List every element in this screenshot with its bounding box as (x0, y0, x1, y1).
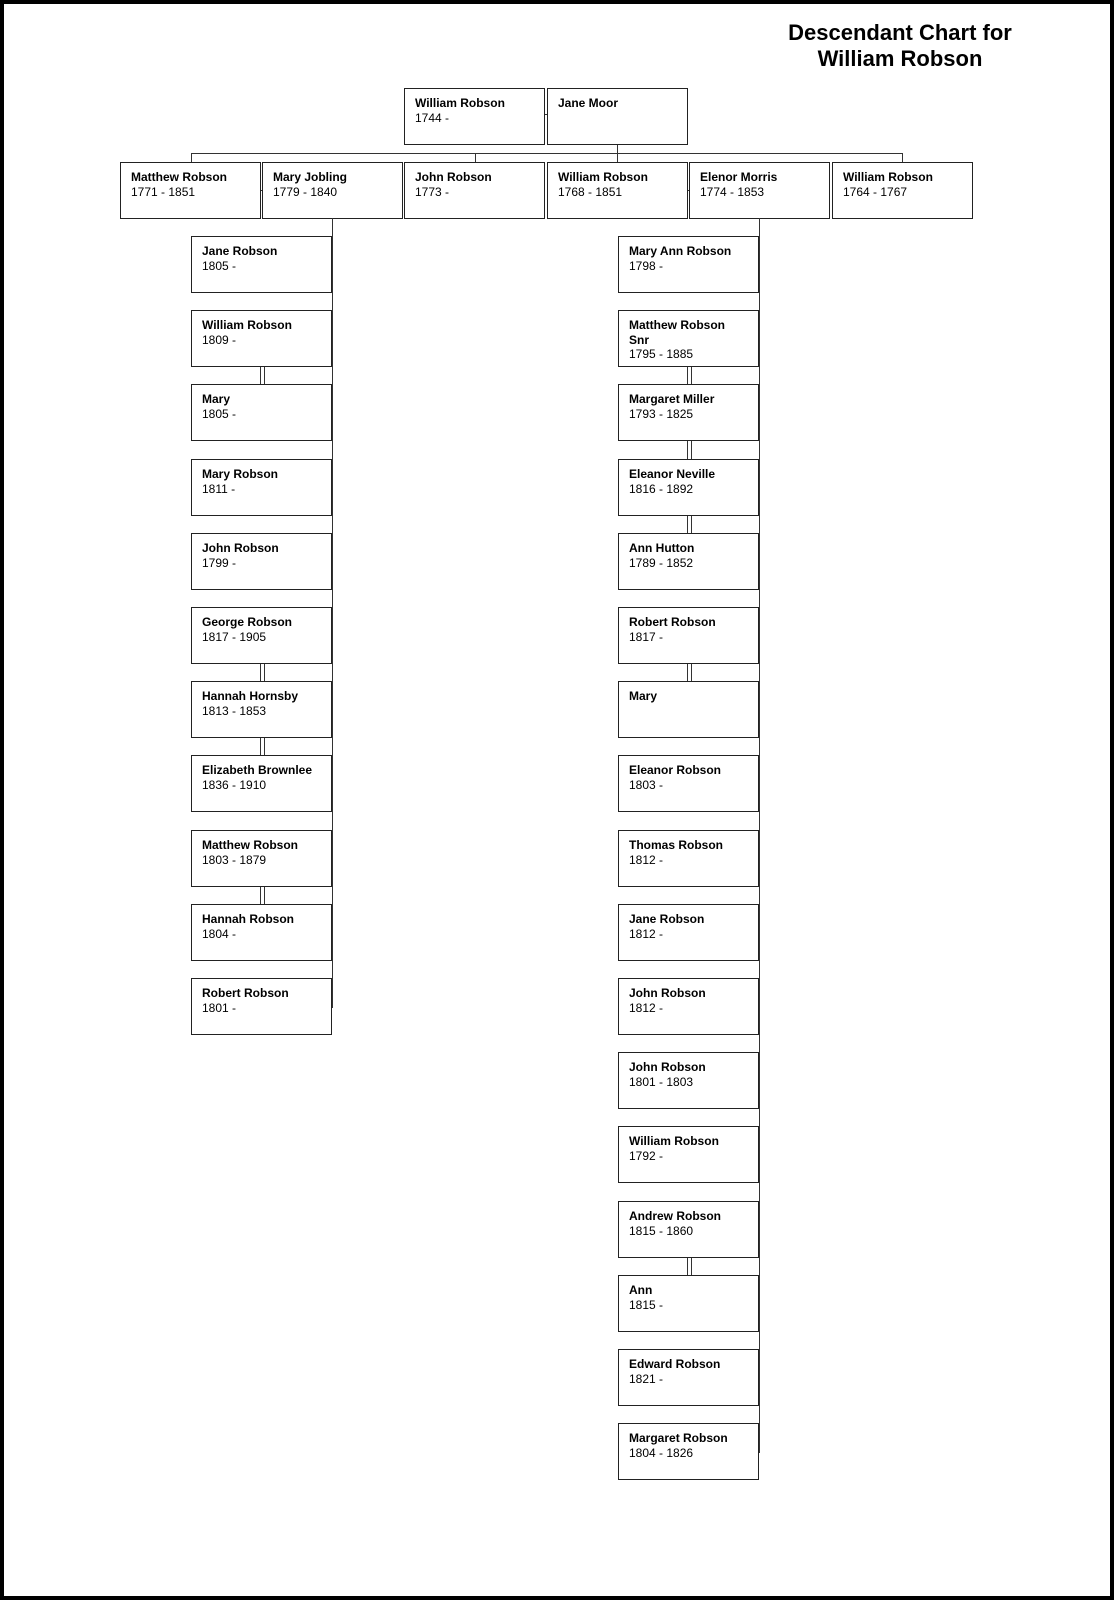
spouse-double-line (691, 441, 692, 458)
person-box[interactable] (618, 533, 759, 590)
person-name: John Robson (415, 170, 492, 184)
person-dates: 1804 - 1826 (629, 1445, 694, 1460)
person-box[interactable] (618, 755, 759, 812)
person-name: Matthew Robson (131, 170, 227, 184)
person-dates: 1803 - (629, 777, 664, 792)
spouse-double-line (687, 1258, 688, 1275)
person-box[interactable] (191, 607, 332, 664)
person-dates: 1809 - (202, 332, 237, 347)
person-name: William Robson (415, 96, 505, 110)
person-name: Mary Jobling (273, 170, 348, 184)
person-dates: 1792 - (629, 1148, 664, 1163)
person-dates: 1812 - (629, 852, 664, 867)
person-name: George Robson (202, 615, 293, 629)
person-name: Margaret Robson (629, 1431, 728, 1445)
child-drop-line (475, 153, 476, 162)
spouse-double-line (260, 738, 261, 755)
chart-title: Descendant Chart for William Robson (788, 20, 1012, 71)
person-dates: 1812 - (629, 926, 664, 941)
family-line-right (759, 218, 760, 1453)
person-name: Mary (629, 689, 658, 703)
person-name: Hannah Robson (202, 912, 294, 926)
person-box[interactable] (262, 162, 403, 219)
person-box[interactable] (618, 978, 759, 1035)
spouse-double-line (264, 664, 265, 681)
person-dates: 1771 - 1851 (131, 184, 196, 199)
person-box[interactable] (191, 533, 332, 590)
spouse-double-line (687, 516, 688, 533)
person-box[interactable] (618, 607, 759, 664)
person-box[interactable] (618, 459, 759, 516)
person-box[interactable] (547, 162, 688, 219)
person-name: John Robson (629, 986, 706, 1000)
person-dates: 1801 - 1803 (629, 1074, 694, 1089)
spouse-double-line (264, 738, 265, 755)
person-box[interactable] (618, 236, 759, 293)
person-box[interactable] (191, 310, 332, 367)
person-name: John Robson (202, 541, 279, 555)
person-box[interactable] (404, 162, 545, 219)
person-dates: 1773 - (415, 184, 450, 199)
person-name: Mary Robson (202, 467, 279, 481)
person-box[interactable] (120, 162, 261, 219)
family-line-left (332, 218, 333, 1008)
person-dates: 1764 - 1767 (843, 184, 908, 199)
person-name: Jane Robson (202, 244, 278, 258)
spouse-double-line (264, 887, 265, 904)
person-dates: 1811 - (202, 481, 236, 496)
person-box[interactable] (618, 830, 759, 887)
spouse-double-line (260, 887, 261, 904)
child-drop-line (191, 153, 192, 162)
person-box[interactable] (191, 236, 332, 293)
person-dates: 1793 - 1825 (629, 406, 694, 421)
person-dates: 1805 - (202, 258, 237, 273)
spouse-double-line (687, 367, 688, 384)
person-dates: 1774 - 1853 (700, 184, 765, 199)
person-dates: 1801 - (202, 1000, 237, 1015)
person-name: Thomas Robson (629, 838, 724, 852)
person-box[interactable] (618, 681, 759, 738)
person-dates: 1779 - 1840 (273, 184, 338, 199)
person-name: Hannah Hornsby (202, 689, 299, 703)
person-box[interactable] (191, 755, 332, 812)
spouse-double-line (691, 367, 692, 384)
person-dates: 1744 - (415, 110, 450, 125)
person-dates: 1789 - 1852 (629, 555, 694, 570)
person-name: William Robson (629, 1134, 719, 1148)
person-name: Jane Robson (629, 912, 705, 926)
spouse-double-line (264, 367, 265, 384)
person-name: Andrew Robson (629, 1209, 721, 1223)
person-box[interactable] (618, 384, 759, 441)
spouse-double-line (691, 1258, 692, 1275)
person-dates: 1836 - 1910 (202, 777, 267, 792)
person-dates: 1803 - 1879 (202, 852, 267, 867)
person-dates: 1813 - 1853 (202, 703, 267, 718)
person-name: Robert Robson (629, 615, 716, 629)
spouse-double-line (260, 664, 261, 681)
person-box[interactable] (618, 904, 759, 961)
person-name: Edward Robson (629, 1357, 721, 1371)
person-name: Mary Ann Robson (629, 244, 732, 258)
person-name: Ann (629, 1283, 653, 1297)
person-name: Ann Hutton (629, 541, 695, 555)
person-name: Jane Moor (558, 96, 619, 110)
person-box[interactable] (191, 384, 332, 441)
person-dates: 1815 - 1860 (629, 1223, 694, 1238)
person-dates: 1817 - (629, 629, 664, 644)
person-name: Matthew Robson Snr (629, 318, 725, 347)
person-dates: 1768 - 1851 (558, 184, 623, 199)
person-name: Matthew Robson (202, 838, 298, 852)
person-box[interactable] (618, 1349, 759, 1406)
person-box[interactable] (618, 310, 759, 367)
person-dates: 1821 - (629, 1371, 664, 1386)
person-dates: 1804 - (202, 926, 237, 941)
person-box[interactable] (618, 1423, 759, 1480)
spouse-double-line (260, 367, 261, 384)
child-drop-line (902, 153, 903, 162)
family-drop-line (617, 144, 618, 153)
person-name: John Robson (629, 1060, 706, 1074)
person-box[interactable] (618, 1052, 759, 1109)
person-name: William Robson (843, 170, 933, 184)
person-box[interactable] (404, 88, 545, 145)
person-box[interactable] (618, 1201, 759, 1258)
person-name: William Robson (558, 170, 648, 184)
spouse-double-line (687, 664, 688, 681)
person-dates: 1812 - (629, 1000, 664, 1015)
person-box[interactable] (191, 978, 332, 1035)
person-box[interactable] (547, 88, 688, 145)
person-box[interactable] (191, 459, 332, 516)
person-dates: 1795 - 1885 (629, 347, 694, 361)
person-box[interactable] (191, 681, 332, 738)
person-name: Eleanor Neville (629, 467, 716, 481)
spouse-double-line (691, 664, 692, 681)
person-name: Elenor Morris (700, 170, 778, 184)
person-box[interactable] (689, 162, 830, 219)
person-dates: 1815 - (629, 1297, 664, 1312)
spouse-double-line (687, 441, 688, 458)
sibling-bar (191, 153, 903, 154)
person-dates: 1805 - (202, 406, 237, 421)
person-name: William Robson (202, 318, 292, 332)
spouse-double-line (691, 516, 692, 533)
person-dates: 1798 - (629, 258, 664, 273)
person-name: Robert Robson (202, 986, 289, 1000)
person-name: Mary (202, 392, 231, 406)
person-box[interactable] (618, 1275, 759, 1332)
person-name: Elizabeth Brownlee (202, 763, 313, 777)
person-dates: 1817 - 1905 (202, 629, 267, 644)
person-dates: 1799 - (202, 555, 237, 570)
child-drop-line (617, 153, 618, 162)
person-name: Eleanor Robson (629, 763, 722, 777)
person-box[interactable] (191, 904, 332, 961)
person-box[interactable] (191, 830, 332, 887)
person-box[interactable] (618, 1126, 759, 1183)
person-dates: 1816 - 1892 (629, 481, 694, 496)
person-name: Margaret Miller (629, 392, 715, 406)
person-box[interactable] (832, 162, 973, 219)
